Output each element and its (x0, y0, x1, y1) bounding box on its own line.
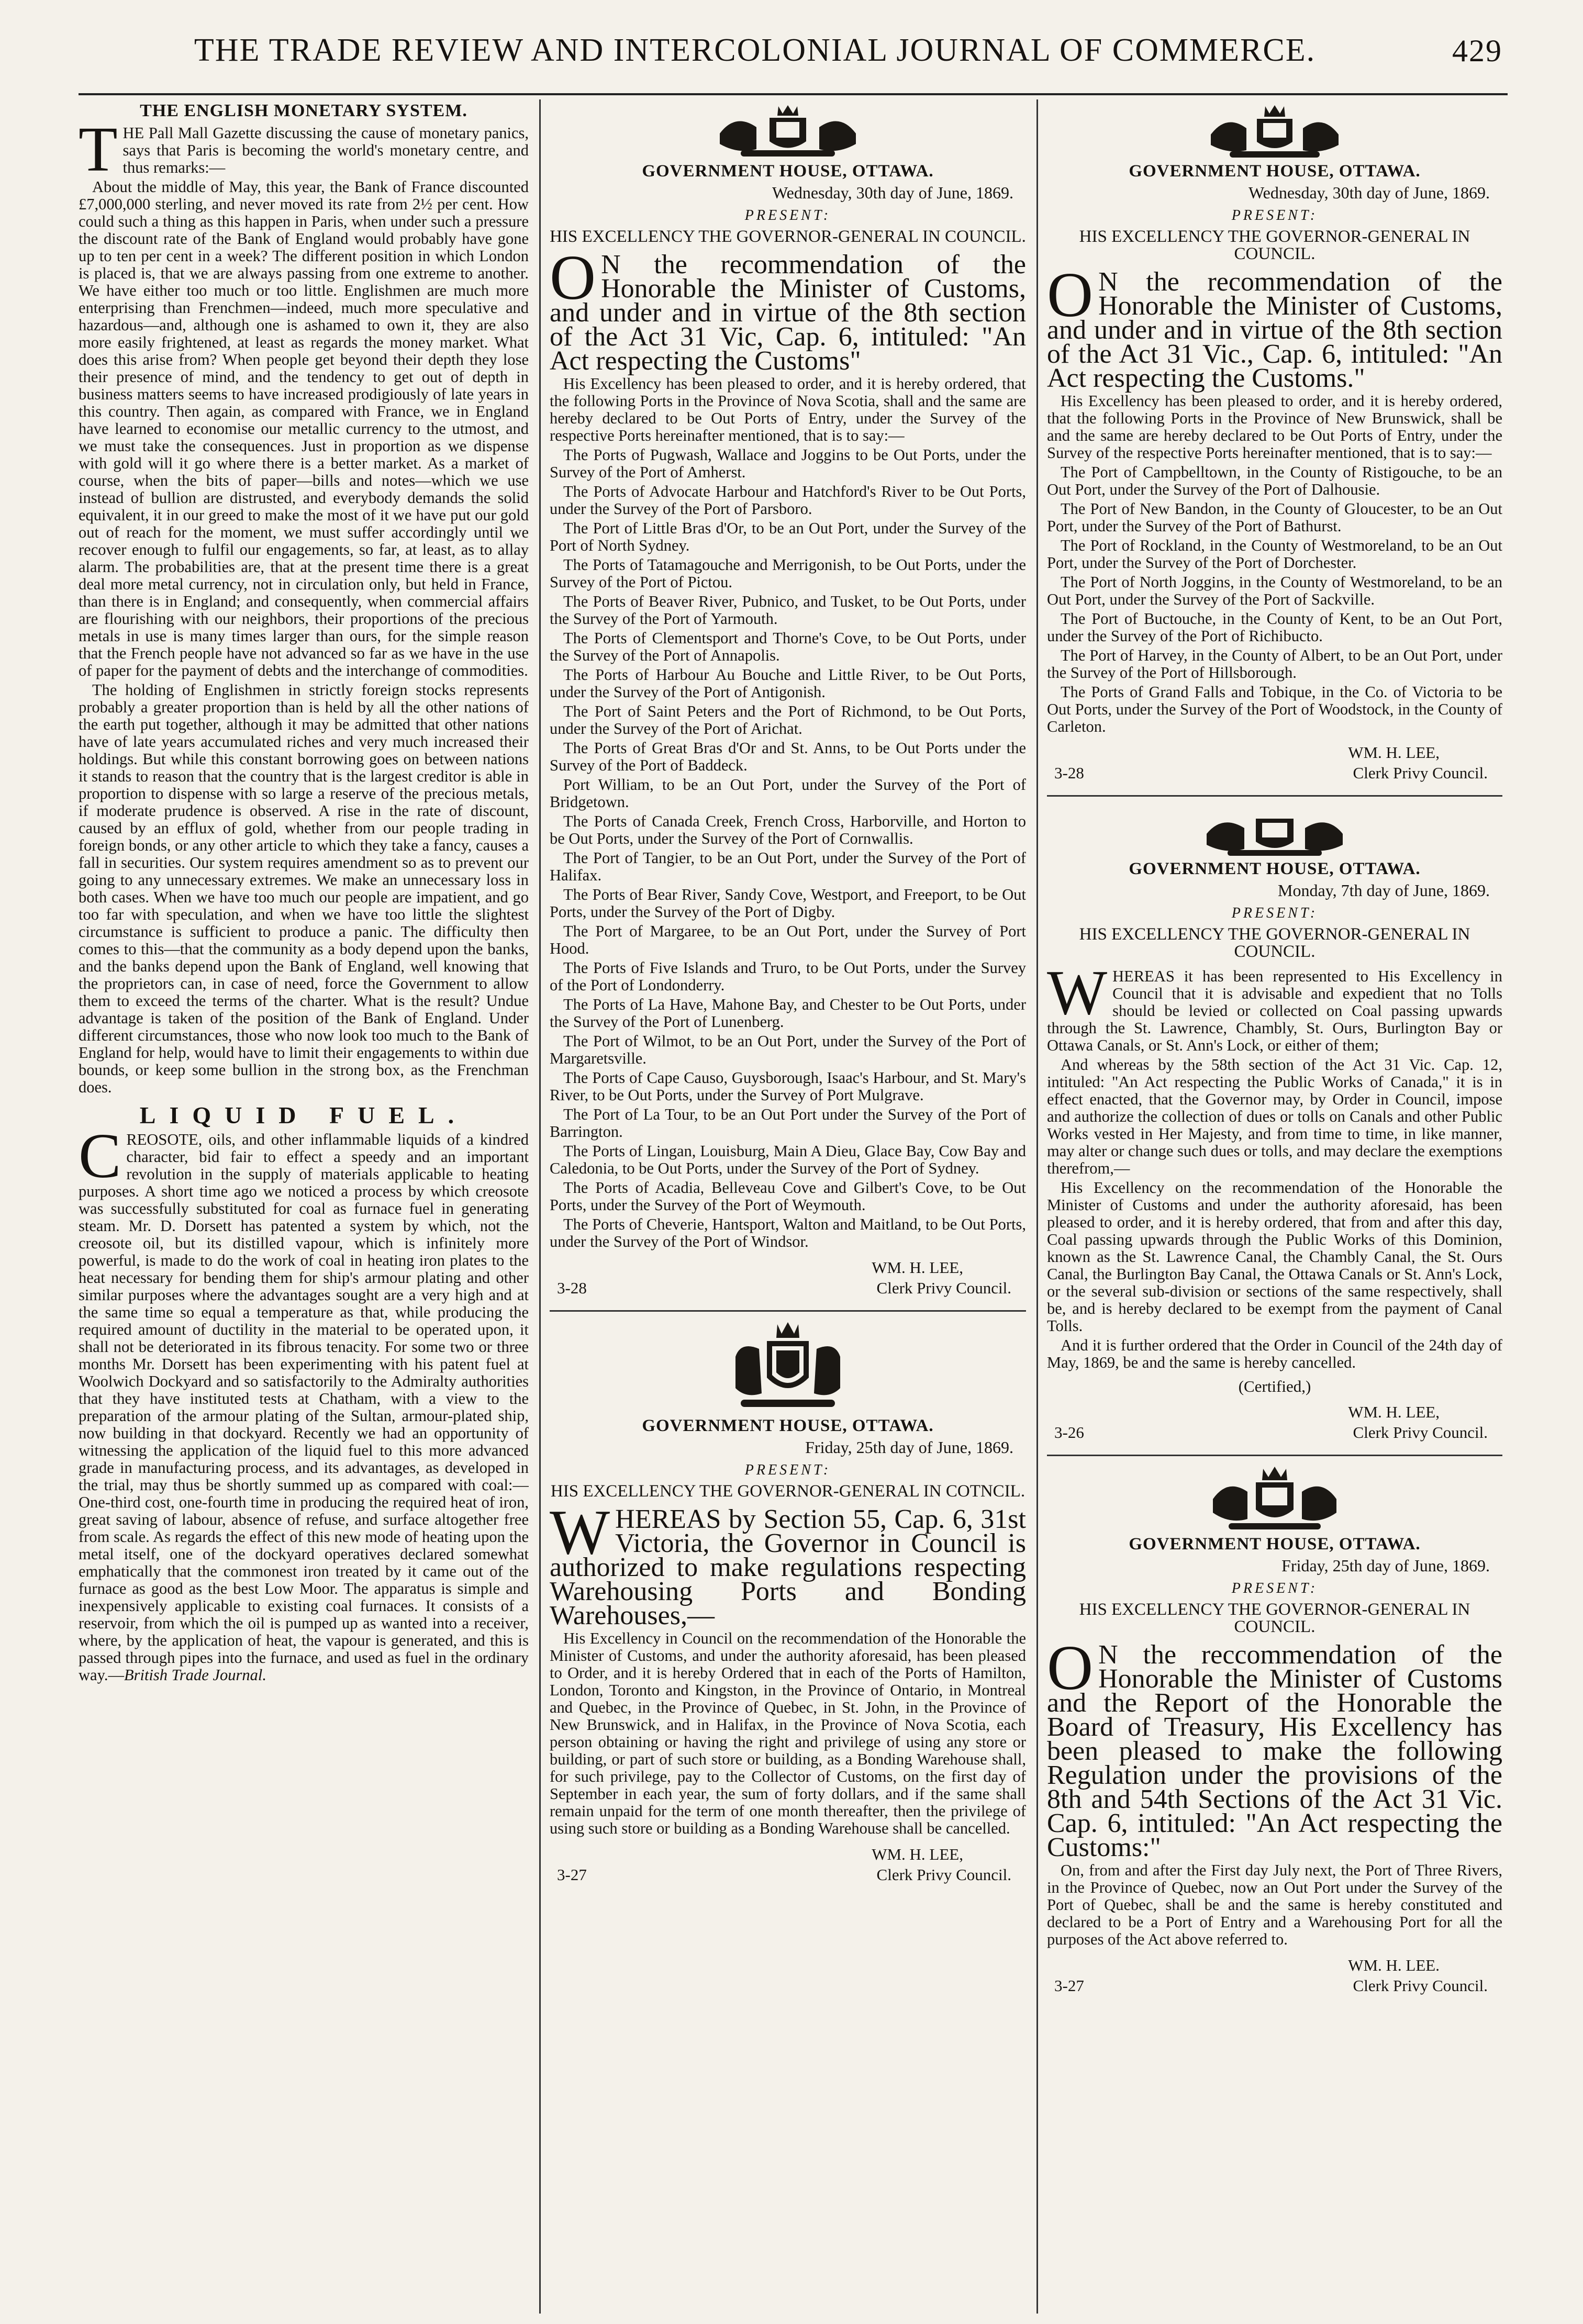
notice-paragraph: The Port of Buctouche, in the County of Kent, to be an Out Port, under the Survey of the Port of Richibucto. (1047, 610, 1502, 645)
present-label: PRESENT: (1231, 207, 1318, 224)
clerk-title: Clerk Privy Council. (876, 1865, 1011, 1884)
notice-paragraph: And it is further ordered that the Order in Council of the 24th day of May, 1869, be and the same is hereby cancelled. (1047, 1336, 1502, 1371)
header-rule (79, 93, 1508, 95)
notice-date: Friday, 25th day of June, 1869. (805, 1438, 1013, 1457)
notice-three-rivers (1047, 1465, 1502, 1994)
notice-paragraph: The Ports of Bear River, Sandy Cove, Westport, and Freeport, to be Out Ports, under the Survey of the Port of Digby. (550, 886, 1026, 921)
column-rule-2 (1036, 99, 1038, 2314)
government-house-heading: GOVERNMENT HOUSE, OTTAWA. (642, 162, 934, 181)
article-source: British Trade Journal. (124, 1666, 266, 1684)
notice-nova-scotia-ports (550, 102, 1026, 1297)
notice-lead: WHEREAS by Section 55, Cap. 6, 31st Victoria, the Governor in Council is authorized to make regulations respecting Warehousing Ports and Bonding Warehouses,— (550, 1497, 1026, 1630)
notice-paragraph: The Ports of Cheverie, Hantsport, Walton and Maitland, to be Out Ports, under the Survey of the Port of Windsor. (550, 1215, 1026, 1250)
notice-paragraph: The Ports of Beaver River, Pubnico, and Tusket, to be Out Ports, under the Survey of the Port of Yarmouth. (550, 593, 1026, 628)
notice-paragraph: The Port of North Joggins, in the County of Westmoreland, to be an Out Port, under the Survey of the Port of Sackville. (1047, 573, 1502, 608)
notice-paragraph: The Ports of Grand Falls and Tobique, in the Co. of Victoria to be Out Ports, under the Survey of the Port of Woodstock, in the County of Carleton. (1047, 683, 1502, 735)
notice-paragraph: The Ports of Advocate Harbour and Hatchford's River to be Out Ports, under the Survey of the Port of Parsboro. (550, 483, 1026, 518)
column-2 (550, 102, 1026, 2314)
column-3 (1047, 102, 1502, 2314)
drop-cap: C (79, 1121, 121, 1191)
notice-paragraph: The Port of Margaree, to be an Out Port, under the Survey of Port Hood. (550, 922, 1026, 957)
notice-paragraph: The Ports of Tatamagouche and Merrigonish, to be Out Ports, under the Survey of the Port of Pictou. (550, 556, 1026, 591)
notice-lead: O N the reccommendation of the Honorable the Minister of Customs and the Report of the Honorable the Board of Treasury, His Excellency has been pleased to make the following Regulation under the provisions of the 8th and 54th Sections of the Act 31 Vic. Cap. 6, intituled: "An Act respecting the Customs:" (1047, 1633, 1502, 1862)
signature: WM. H. LEE. (1348, 1956, 1440, 1974)
signature-row (550, 1866, 1026, 1883)
notice-number: 3-27 (1054, 1976, 1084, 1995)
notice-paragraph: His Excellency has been pleased to order, and it is hereby ordered, that the following Ports in the Province of Nova Scotia, shall and the same are hereby declared to be Out Ports of Entry, under the Survey of the respective Ports hereinafter mentioned, that is to say:— (550, 375, 1026, 444)
royal-arms-icon (709, 102, 866, 160)
signature-row (550, 1279, 1026, 1297)
notice-number: 3-28 (557, 1279, 587, 1297)
notice-date: Monday, 7th day of June, 1869. (1278, 881, 1490, 900)
notice-paragraph: The Ports of Acadia, Belleveau Cove and Gilbert's Cove, to be Out Ports, under the Survey of the Port of Weymouth. (550, 1179, 1026, 1214)
article-paragraph: The holding of Englishmen in strictly foreign stocks represents probably a greater proportion than is held by all the other nations of the earth put together, although it may be admitted that other nations have of late years accumulated riches and very much increased their holdings. But while this constant borrowing goes on between nations it stands to reason that the country that is the largest creditor is able in proportion to dispense with so large a reserve of the precious metals, if moderate prudence is observed. A rise in the rate of discount, caused by an efflux of gold, whether from our people trading in foreign bonds, or any other article to which they take a fancy, causes a fall in securities. Our system requires amendment so as to prevent our going to any unnecessary extremes. We make an unnecessary loss in both cases. When we have too much our people are impatient, and go too far with speculation, and when we have too little the slightest circumstance is sufficient to produce a panic. The difficulty then comes to this—that the community as a body depend upon the banks, and the banks depend upon the Bank of England, well knowing that the proprietors can, in case of need, force the Government to allow them to exceed the terms of the charter. What is the result? Undue advantage is taken of the position of the Bank of England. Under different circumstances, those who now look too much to the Bank of England for help, would have to limit their engagements to within due bounds, or keep some bullion in the strong box, as the Frenchman does. (79, 681, 529, 1096)
notice-bonding-warehouses (550, 1320, 1026, 1883)
notice-paragraph: The Ports of Pugwash, Wallace and Joggins to be Out Ports, under the Survey of the Port of Amherst. (550, 446, 1026, 481)
notice-paragraph: The Port of Saint Peters and the Port of Richmond, to be Out Ports, under the Survey of the Port of Arichat. (550, 702, 1026, 738)
notice-number: 3-28 (1054, 764, 1084, 782)
royal-arms-icon (1201, 1465, 1348, 1533)
notice-paragraph: The Ports of Five Islands and Truro, to be Out Ports, under the Survey of the Port of Londonderry. (550, 959, 1026, 994)
notice-paragraph: His Excellency has been pleased to order, and it is hereby ordered, that the following Ports in the Province of New Brunswick, shall be and the same are hereby declared to be Out Ports of Entry, under the Survey of the respective Ports hereinafter mentioned, that is to say:— (1047, 392, 1502, 462)
notice-paragraph: The Ports of Cape Causo, Guysborough, Isaac's Harbour, and St. Mary's River, to be Out Ports, under the Survey of Port Mulgrave. (550, 1069, 1026, 1104)
notice-date: Friday, 25th day of June, 1869. (1281, 1556, 1490, 1575)
notice-lead: WHEREAS it has been represented to His Excellency in Council that it is advisable and expedient that no Tolls should be levied or collected on Coal passing upwards through the St. Lawrence, Chambly, St. Ours, Burlington Bay or Ottawa Canals, or St. Ann's Lock, or either of them; (1047, 957, 1502, 1054)
notice-lead: O N the recommendation of the Honorable the Minister of Customs, and under and in virtue of the 8th section of the Act 31 Vic, Cap. 6, intituled: "An Act respecting the Customs" (550, 242, 1026, 376)
notice-paragraph: The Port of Little Bras d'Or, to be an Out Port, under the Survey of the Port of North Sydney. (550, 519, 1026, 554)
notice-new-brunswick-ports (1047, 102, 1502, 781)
notice-paragraph: The Port of Harvey, in the County of Albert, to be an Out Port, under the Survey of the Port of Hillsborough. (1047, 646, 1502, 681)
notice-paragraph: His Excellency on the recommendation of the Honorable the Minister of Customs and under the authority aforesaid, has been pleased to order, and it is hereby ordered, that from and after this day, Coal passing upwards through the Public Works of this Dominion, known as the St. Lawrence Canal, the Chambly Canal, the St. Ours Canal, the Burlington Bay Canal, the Ottawa Canals or St. Ann's Lock, or the several sub-division or sections of the same respectively, shall be, and is hereby declared to be exempt from the payment of Canal Tolls. (1047, 1179, 1502, 1335)
present-label: PRESENT: (1231, 1580, 1318, 1596)
column-rule-1 (539, 99, 541, 2314)
drop-cap: W (1047, 957, 1108, 1028)
notice-number: 3-27 (557, 1865, 587, 1884)
government-house-heading: GOVERNMENT HOUSE, OTTAWA. (642, 1416, 934, 1435)
royal-arms-icon (720, 1320, 856, 1414)
column-1 (79, 102, 529, 2314)
notice-paragraph: The Ports of Great Bras d'Or and St. Anns, to be Out Ports under the Survey of the Port of Baddeck. (550, 739, 1026, 774)
article-paragraph: About the middle of May, this year, the Bank of France discounted £7,000,000 sterling, and never moved its rate from 2½ per cent. How could such a thing as this happen in Paris, when under such a pressure the discount rate of the Bank of England would probably have gone up to ten per cent in a week? The different position in which London is placed is, that we are always passing from one extreme to another. We have either too much or too little. Englishmen are much more enterprising than Frenchmen—indeed, much more speculative and hazardous—and, although one is ashamed to own it, they are also more easily frightened, at least as regards the money market. What does this arise from? When people get beyond their depth they lose their presence of mind, and the tendency to get out of depth in business matters seems to have increased prodigiously of late years in this country. Then again, as compared with France, we in England have learned to economise our metallic currency to the utmost, and we must take the consequences. Just in proportion as we dispense with gold will it go where there is a better market. As a market of course, when the bits of paper—bills and notes—which we use instead of bullion are distrusted, and everybody demands the solid equivalent, it in our greed to make the most of it we have put our gold out of reach for the moment, we must suffer accordingly until we recover enough to fulfil our engagements, so far, at least, as to allay alarm. The probabilities are, that at the present time there is a great deal more metal currency, not in circulation only, but held in France, than there is in England; and consequently, when commercial affairs are flourishing with our neighbors, their proportions of the precious metals in use is many times larger than ours, for the simple reason that the French people have not advanced so far as we have in the use of paper for the payment of debts and the interchange of commodities. (79, 178, 529, 679)
drop-cap: O (1047, 1633, 1094, 1703)
signature: WM. H. LEE, (1348, 743, 1440, 762)
article-paragraph: THE Pall Mall Gazette discussing the cause of monetary panics, says that Paris is becoming the world's monetary centre, and thus remarks:— (79, 114, 529, 185)
notice-paragraph: On, from and after the First day July next, the Port of Three Rivers, in the Province of Quebec, now an Out Port under the Survey of the Port of Quebec, shall be and the same is hereby constituted and declared to be a Port of Entry and a Warehousing Port for all the purposes of the Act above referred to. (1047, 1861, 1502, 1948)
council-heading: HIS EXCELLENCY THE GOVERNOR-GENERAL IN COUNCIL. (550, 227, 1026, 246)
notice-number: 3-26 (1054, 1423, 1084, 1442)
notice-date: Wednesday, 30th day of June, 1869. (1248, 183, 1490, 202)
government-house-heading: GOVERNMENT HOUSE, OTTAWA. (1129, 1535, 1421, 1554)
notice-paragraph: His Excellency in Council on the recommendation of the Honorable the Minister of Customs, and under the authority aforesaid, has been pleased to Order, and it is hereby Ordered that in each of the Ports of Hamilton, London, Toronto and Kingston, in the Province of Ontario, in Montreal and Quebec, in the Province of Quebec, in St. John, in the Province of New Brunswick, and in Halifax, in the Province of Nova Scotia, each person obtaining or having the right and privilege of using any store or building, or part of such store or building, as a Bonding Warehouse shall, for such privilege, pay to the Collector of Customs, on the first day of September in each year, the sum of forty dollars, and if the same shall remain unpaid for the term of one month thereafter, then the privilege of using such store or building as a Bonding Warehouse shall be cancelled. (550, 1629, 1026, 1837)
notice-separator (550, 1310, 1026, 1312)
notice-paragraph: The Ports of Canada Creek, French Cross, Harborville, and Horton to be Out Ports, under the Survey of the Port of Cornwallis. (550, 812, 1026, 847)
government-house-heading: GOVERNMENT HOUSE, OTTAWA. (1129, 162, 1421, 181)
government-house-heading: GOVERNMENT HOUSE, OTTAWA. (1129, 859, 1421, 878)
page-header (79, 27, 1502, 69)
notice-paragraph: The Port of Rockland, in the County of Westmoreland, to be an Out Port, under the Survey of the Port of Dorchester. (1047, 537, 1502, 572)
page-number: 429 (1452, 33, 1502, 68)
notice-paragraph: The Port of La Tour, to be an Out Port under the Survey of the Port of Barrington. (550, 1105, 1026, 1141)
notice-lead: O N the recommendation of the Honorable the Minister of Customs, and under and in virtue of the 8th section of the Act 31 Vic., Cap. 6, intituled: "An Act respecting the Customs." (1047, 260, 1502, 393)
article-title: LIQUID FUEL. (139, 1102, 468, 1129)
drop-cap: O (1047, 260, 1094, 330)
drop-cap: W (550, 1497, 610, 1568)
present-label: PRESENT: (1231, 905, 1318, 921)
notice-separator (1047, 795, 1502, 797)
clerk-title: Clerk Privy Council. (1353, 764, 1488, 782)
signature: WM. H. LEE, (872, 1258, 963, 1277)
notice-paragraph: Port William, to be an Out Port, under the Survey of the Port of Bridgetown. (550, 776, 1026, 811)
signature: WM. H. LEE, (1348, 1403, 1440, 1421)
article-title: THE ENGLISH MONETARY SYSTEM. (140, 102, 467, 120)
notice-paragraph: The Port of New Bandon, in the County of Gloucester, to be an Out Port, under the Survey of the Port of Bathurst. (1047, 500, 1502, 535)
notice-paragraph: The Ports of La Have, Mahone Bay, and Chester to be Out Ports, under the Survey of the Port of Lunenberg. (550, 996, 1026, 1031)
notice-paragraph: The Ports of Clementsport and Thorne's Cove, to be Out Ports, under the Survey of the Port of Annapolis. (550, 629, 1026, 664)
notice-paragraph: The Port of Campbelltown, in the County of Ristigouche, to be an Out Port, under the Survey of the Port of Dalhousie. (1047, 463, 1502, 498)
council-heading: HIS EXCELLENCY THE GOVERNOR-GENERAL IN COUNCIL. (1079, 925, 1470, 961)
notice-paragraph: The Ports of Lingan, Louisburg, Main A Dieu, Glace Bay, Cow Bay and Caledonia, to be Out Ports, under the Survey of the Port of Sydney. (550, 1142, 1026, 1177)
signature-row (1047, 1977, 1502, 1994)
signature-row (1047, 1424, 1502, 1441)
present-label: PRESENT: (744, 1462, 831, 1478)
council-heading: HIS EXCELLENCY THE GOVERNOR-GENERAL IN COTNCIL. (550, 1482, 1025, 1501)
council-heading: HIS EXCELLENCY THE GOVERNOR-GENERAL IN COUNCIL. (1079, 227, 1470, 263)
royal-arms-icon (1201, 102, 1348, 160)
journal-title: THE TRADE REVIEW AND INTERCOLONIAL JOURNAL OF COMMERCE. (194, 32, 1316, 68)
certified-label: (Certified,) (1238, 1377, 1311, 1395)
signature: WM. H. LEE, (872, 1845, 963, 1863)
drop-cap: T (79, 114, 118, 185)
clerk-title: Clerk Privy Council. (1353, 1976, 1488, 1995)
royal-arms-icon (1196, 805, 1353, 857)
notice-paragraph: The Port of Wilmot, to be an Out Port, under the Survey of the Port of Margaretsville. (550, 1032, 1026, 1067)
council-heading: HIS EXCELLENCY THE GOVERNOR-GENERAL IN COUNCIL. (1079, 1600, 1470, 1636)
notice-date: Wednesday, 30th day of June, 1869. (772, 183, 1013, 202)
notice-paragraph: The Port of Tangier, to be an Out Port, under the Survey of the Port of Halifax. (550, 849, 1026, 884)
present-label: PRESENT: (744, 207, 831, 224)
clerk-title: Clerk Privy Council. (876, 1279, 1011, 1297)
notice-paragraph: And whereas by the 58th section of the Act 31 Vic. Cap. 12, intituled: "An Act respecting the Public Works of Canada," it is in effect enacted, that the Governor may, by Order in Council, impose and authorize the collection of dues or tolls on Canals and other Public Works vested in Her Majesty, and from time to time, in like manner, may alter or change such dues or tolls, and may declare the exemptions therefrom,— (1047, 1056, 1502, 1177)
notice-paragraph: The Ports of Harbour Au Bouche and Little River, to be Out Ports, under the Survey of the Port of Antigonish. (550, 666, 1026, 701)
notice-separator (1047, 1455, 1502, 1456)
signature-row (1047, 764, 1502, 781)
article-liquid-fuel (79, 1102, 529, 1684)
article-english-monetary-system (79, 102, 529, 1096)
drop-cap: O (550, 242, 596, 313)
article-paragraph: CREOSOTE, oils, and other inflammable liquids of a kindred character, bid fair to effect a speedy and an important revolution in the supply of materials applicable to heating purposes. A short time ago we noticed a process by which creosote was successfully substituted for coal as furnace fuel in generating steam. Mr. D. Dorsett has patented a system by which, not the creosote oil, but its distilled vapour, which is infinitely more powerful, is made to do the work of coal in heating iron plates to the heat necessary for bending them for ship's armour plating and other similar purposes where the advantages sought are a very high and at the same time so equal a temperature as that, while producing the required amount of ductility in the material to be operated upon, it shall not be deteriorated in its fibrous tenacity. For some two or three months Mr. Dorsett has been experimenting with his patent fuel at Woolwich Dockyard and so satisfactorily to the Admiralty authorities that they have instituted tests at Chatham, with a view to the preparation of the armour plating of the Sultan, armour-plated ship, now building in that dockyard. Recently we had an opportunity of witnessing the application of the liquid fuel to this more advanced grade in manufacturing process, and its advantages, as developed in the trial, may thus be shortly summed up as compared with coal:—One-third cost, one-fourth time in producing the required heat of iron, great saving of labour, absence of refuse, and surface altogether free from scale. As regards the effect of this new mode of heating upon the metal itself, one of the dockyard operatives declared somewhat emphatically that the commonest iron treated by it came out of the furnace as good as the best Low Moor. The apparatus is simple and inexpensively applicable to existing coal furnaces. It consists of a reservoir, from which the oil is pumped up as wanted into a receiver, where, by the application of heat, the vapour is generated, and this is passed through pipes into the furnace, and used as fuel in the ordinary way.—British Trade Journal. (79, 1121, 529, 1684)
clerk-title: Clerk Privy Council. (1353, 1423, 1488, 1442)
notice-coal-tolls (1047, 805, 1502, 1441)
